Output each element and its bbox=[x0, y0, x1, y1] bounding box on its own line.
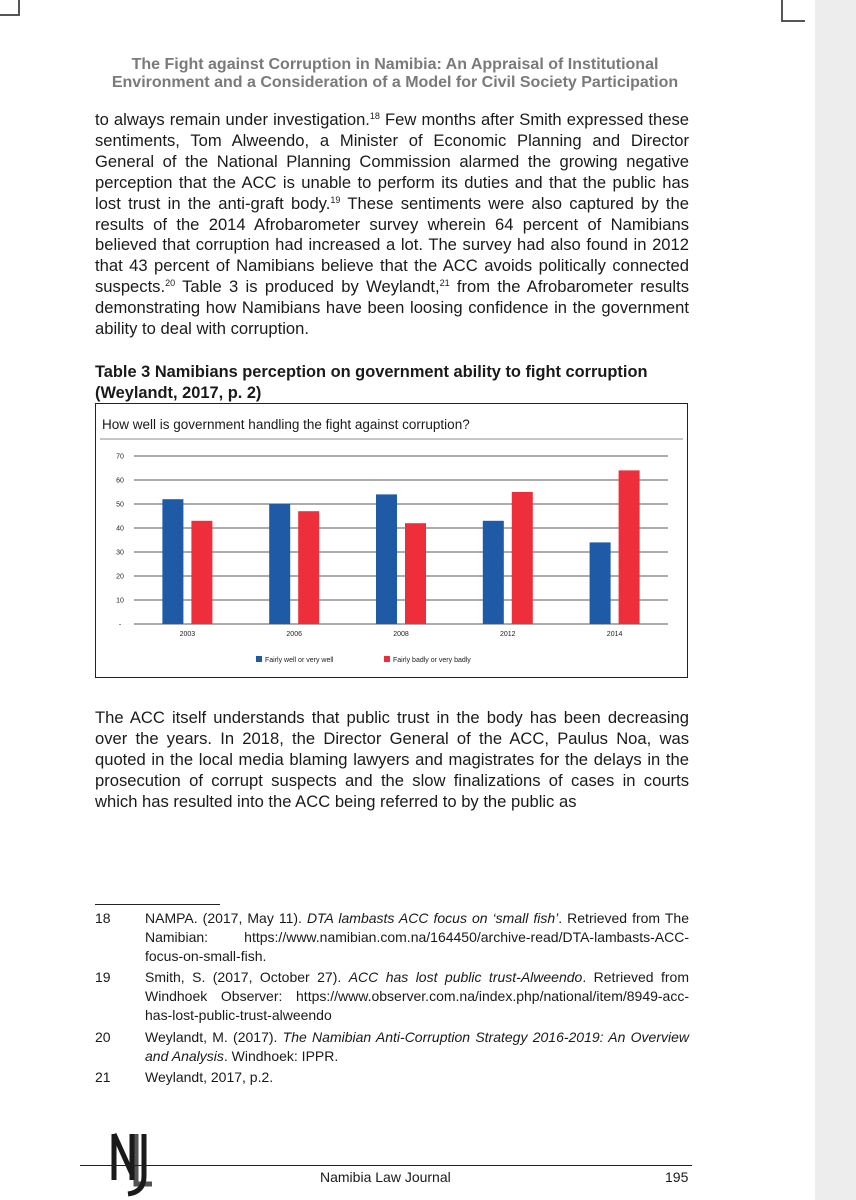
para1-text-2: Few months after Smith expressed these sentiments, Tom Alweendo, a Minister of Economic Planning and Director General of the National Planning Commission alarmed the growing negative perception that the ACC is unable to perform its duties and that the public has lost trust in the anti-graft body. bbox=[95, 110, 689, 213]
footnote-source: . Windhoek: IPPR. bbox=[223, 1047, 339, 1064]
para1-text-4: Table 3 is produced by Weylandt, bbox=[175, 277, 440, 297]
x-tick-label: 2014 bbox=[606, 631, 623, 638]
footnote-source: . Retrieved from The Namibian: https://www.namibian.com.na/164450/archive-read/DTA-lambasts-ACC-focus-on-small-fish. bbox=[145, 910, 689, 964]
chart-canvas bbox=[96, 404, 687, 677]
bar-chart bbox=[95, 403, 688, 678]
y-tick-label: 20 bbox=[116, 573, 124, 581]
bar-well-2008 bbox=[376, 494, 397, 624]
crop-mark-top-left bbox=[0, 0, 20, 16]
y-tick-label: 50 bbox=[116, 501, 124, 509]
journal-monogram-logo bbox=[108, 1130, 156, 1198]
footnote-citation: Weylandt, M. (2017). bbox=[145, 1028, 283, 1045]
x-tick-label: 2003 bbox=[179, 631, 196, 638]
crop-mark-top-right bbox=[781, 0, 805, 22]
footnote-source: . Retrieved from Windhoek Observer: https://www.observer.com.na/index.php/national/item/8949-acc-has-lost-public-trust-alweendo bbox=[145, 969, 690, 1023]
footnote-separator bbox=[95, 904, 220, 905]
crop-mark-top-right-horizontal bbox=[781, 20, 805, 22]
chart-gridlines bbox=[134, 456, 668, 624]
table-caption: Table 3 Namibians perception on government ability to fight corruption (Weylandt, 2017, p. 2) bbox=[95, 363, 648, 402]
footer-rule bbox=[80, 1165, 692, 1166]
footnote-19 bbox=[95, 968, 689, 1024]
y-tick-label: 30 bbox=[116, 549, 124, 557]
running-title: The Fight against Corruption in Namibia: An Appraisal of Institutional Environment and a Consideration of a Model for Civil Society Participation bbox=[111, 56, 679, 91]
bar-well-2012 bbox=[483, 521, 504, 624]
footnote-citation: Weylandt, 2017, p.2. bbox=[145, 1069, 274, 1086]
footnote-number: 19 bbox=[95, 969, 111, 986]
chart-title: How well is government handling the fight against corruption? bbox=[102, 417, 470, 432]
footnote-citation: Smith, S. (2017, October 27). bbox=[145, 969, 349, 986]
footnote-number: 20 bbox=[95, 1028, 111, 1045]
bar-badly-2012 bbox=[512, 492, 533, 624]
footnote-ref-21[interactable]: 21 bbox=[439, 278, 450, 289]
journal-name: Namibia Law Journal bbox=[320, 1169, 451, 1185]
y-tick-label: 70 bbox=[116, 453, 124, 461]
footnote-ref-20[interactable]: 20 bbox=[165, 278, 176, 289]
footnote-text bbox=[145, 909, 689, 965]
viewer-gutter bbox=[815, 0, 856, 1200]
bar-badly-2008 bbox=[405, 523, 426, 624]
footnote-title: The Namibian Anti-Corruption Strategy 2016-2019: An Overview and Analysis bbox=[145, 1028, 689, 1064]
bar-badly-2006 bbox=[298, 511, 319, 624]
legend-swatch bbox=[384, 656, 390, 662]
footnote-21 bbox=[95, 1068, 689, 1087]
x-tick-label: 2012 bbox=[500, 631, 516, 638]
footnote-text bbox=[145, 1068, 689, 1087]
footnote-text bbox=[145, 968, 689, 1024]
footnote-ref-18[interactable]: 18 bbox=[369, 111, 380, 121]
chart-bars bbox=[162, 470, 639, 624]
footnote-citation: NAMPA. (2017, May 11). bbox=[145, 910, 307, 926]
page-number: 195 bbox=[665, 1169, 689, 1185]
body-paragraph-1 bbox=[95, 110, 689, 340]
y-tick-label: 40 bbox=[116, 525, 124, 533]
footnote-title: ACC has lost public trust-Alweendo bbox=[348, 969, 583, 986]
bar-well-2014 bbox=[590, 542, 611, 624]
bar-badly-2014 bbox=[619, 470, 640, 624]
footnotes bbox=[95, 909, 689, 1090]
y-tick-label: 10 bbox=[116, 597, 124, 605]
footnote-number: 18 bbox=[95, 910, 111, 926]
footnote-18 bbox=[95, 909, 689, 965]
para1-text-1: to always remain under investigation. bbox=[95, 110, 370, 129]
legend-swatch bbox=[256, 656, 262, 662]
legend-label: Fairly badly or very badly bbox=[393, 657, 471, 664]
footnote-text bbox=[145, 1028, 689, 1066]
body-paragraph-2: The ACC itself understands that public trust in the body has been decreasing over the years. In 2018, the Director General of the ACC, Paulus Noa, was quoted in the local media blaming lawyers and magistrates for the delays in the prosecution of corrupt suspects and the slow finalizations of cases in courts which has resulted into the ACC being referred to by the public as bbox=[95, 708, 689, 811]
y-tick-label: - bbox=[118, 621, 122, 629]
legend-label: Fairly well or very well bbox=[265, 657, 334, 664]
chart-legend bbox=[256, 656, 471, 664]
bar-well-2006 bbox=[269, 504, 290, 624]
x-tick-label: 2008 bbox=[393, 631, 409, 638]
x-tick-label: 2006 bbox=[286, 631, 302, 638]
footnote-ref-19[interactable]: 19 bbox=[330, 194, 341, 205]
bar-well-2003 bbox=[162, 499, 183, 624]
footnote-number: 21 bbox=[95, 1069, 111, 1086]
y-tick-label: 60 bbox=[116, 477, 124, 485]
para1-text-5: from the Afrobarometer results demonstrating how Namibians have been loosing confidence in the government ability to deal with corruption. bbox=[95, 277, 689, 339]
bar-badly-2003 bbox=[191, 521, 212, 624]
footnote-title: DTA lambasts ACC focus on ‘small fish’ bbox=[306, 910, 559, 926]
para1-text-3: These sentiments were also captured by the results of the 2014 Afrobarometer survey wherein 64 percent of Namibians believed that corruption had increased a lot. The survey had also found in 2012 that 43 percent of Namibians believe that the ACC avoids politically connected suspects. bbox=[95, 193, 690, 297]
footnote-20 bbox=[95, 1028, 689, 1066]
